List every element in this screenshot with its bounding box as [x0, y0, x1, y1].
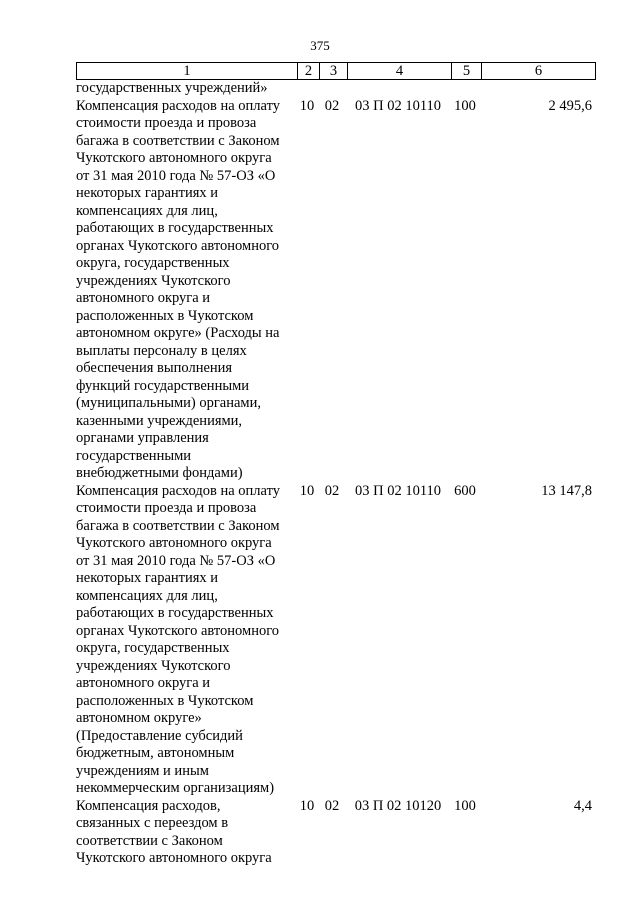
row-description: Компенсация расходов на оплату стоимости проезда и провоза багажа в соответствии с Законом Чукотского автономного округа от 31 мая 2010 года № 57-ОЗ «О некоторых гарантиях и компенсациях для лиц, работающих в государственных органах Чукотского автономного округа, государственных учреждениях Чукотского автономного округа и расположенных в Чукотском автономном округе» (Предоставление субсидий бюджетным, автономным учреждениям и иным некоммерческим организациям) — [76, 482, 280, 796]
row-expense-type: 100 — [454, 797, 476, 814]
header-col-4: 4 — [348, 63, 452, 80]
header-col-2: 2 — [298, 63, 320, 80]
header-col-5: 5 — [452, 63, 482, 80]
row-subsection: 02 — [324, 797, 340, 814]
header-col-6: 6 — [482, 63, 596, 80]
row-amount: 2 495,6 — [548, 97, 592, 114]
row-section: 10 — [299, 797, 315, 814]
row-section: 10 — [299, 97, 315, 114]
table-body — [76, 80, 596, 868]
row-amount: 13 147,8 — [541, 482, 592, 499]
row-expense-type: 600 — [454, 482, 476, 499]
row-target-article: 03 П 02 10110 — [354, 482, 442, 499]
row-description: Компенсация расходов на оплату стоимости проезда и провоза багажа в соответствии с Законом Чукотского автономного округа от 31 мая 2010 года № 57-ОЗ «О некоторых гарантиях и компенсациях для лиц, работающих в государственных органах Чукотского автономного округа, государственных учреждениях Чукотского автономного округа и расположенных в Чукотском автономном округе» (Расходы на выплаты персоналу в целях обеспечения выполнения функций государственными (муниципальными) органами, казенными учреждениями, органами управления государственными внебюджетными фондами) — [76, 97, 280, 481]
row-amount: 4,4 — [573, 797, 592, 814]
header-col-1: 1 — [77, 63, 298, 80]
row-target-article: 03 П 02 10120 — [354, 797, 442, 814]
row-subsection: 02 — [324, 482, 340, 499]
table-row — [76, 798, 596, 868]
row-expense-type: 100 — [454, 97, 476, 114]
page-number: 375 — [310, 38, 330, 53]
header-col-3: 3 — [320, 63, 348, 80]
continuation-text: государственных учреждений» — [76, 80, 268, 96]
table-header — [76, 62, 596, 80]
row-description: Компенсация расходов, связанных с переездом в соответствии с Законом Чукотского автономного округа — [76, 797, 272, 866]
row-subsection: 02 — [324, 97, 340, 114]
row-section: 10 — [299, 482, 315, 499]
row-target-article: 03 П 02 10110 — [354, 97, 442, 114]
table-row — [76, 98, 596, 483]
table-row — [76, 483, 596, 798]
